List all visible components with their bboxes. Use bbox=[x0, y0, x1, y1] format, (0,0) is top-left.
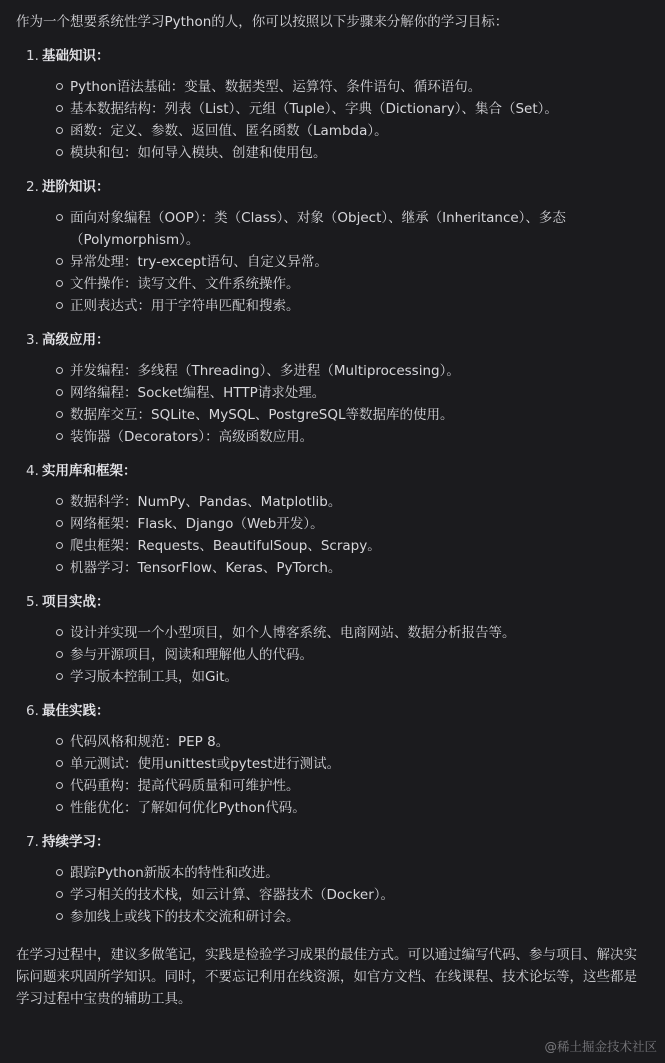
list-item-text: 正则表达式：用于字符串匹配和搜索。 bbox=[70, 298, 300, 314]
list-item bbox=[56, 360, 651, 382]
list-item bbox=[56, 491, 651, 513]
section-title: 项目实战： bbox=[42, 594, 110, 610]
bullet-list bbox=[16, 360, 651, 448]
bullet-circle-icon bbox=[56, 433, 63, 440]
list-item bbox=[56, 273, 651, 295]
bullet-circle-icon bbox=[56, 498, 63, 505]
list-item-text: 数据科学：NumPy、Pandas、Matplotlib。 bbox=[70, 494, 342, 510]
list-item-text: 装饰器（Decorators）：高级函数应用。 bbox=[70, 429, 314, 445]
list-item-text: 并发编程：多线程（Threading）、多进程（Multiprocessing）。 bbox=[70, 363, 460, 379]
section-number: 5. bbox=[26, 594, 39, 610]
section-4 bbox=[16, 461, 651, 579]
section-heading bbox=[26, 832, 651, 852]
list-item-text: 单元测试：使用unittest或pytest进行测试。 bbox=[70, 756, 341, 772]
bullet-circle-icon bbox=[56, 258, 63, 265]
section-title: 实用库和框架： bbox=[42, 463, 137, 479]
list-item bbox=[56, 120, 651, 142]
list-item-text: 学习相关的技术栈，如云计算、容器技术（Docker）。 bbox=[70, 887, 395, 903]
section-5 bbox=[16, 592, 651, 688]
list-item-text: 机器学习：TensorFlow、Keras、PyTorch。 bbox=[70, 560, 342, 576]
list-item-text: 函数：定义、参数、返回值、匿名函数（Lambda）。 bbox=[70, 123, 388, 139]
list-item-text: 基本数据结构：列表（List）、元组（Tuple）、字典（Dictionary）、集合（Set）。 bbox=[70, 101, 558, 117]
bullet-circle-icon bbox=[56, 83, 63, 90]
bullet-list bbox=[16, 207, 651, 317]
section-title: 最佳实践： bbox=[42, 703, 110, 719]
list-item-text: 参与开源项目，阅读和理解他人的代码。 bbox=[70, 647, 313, 663]
list-item-text: 爬虫框架：Requests、BeautifulSoup、Scrapy。 bbox=[70, 538, 381, 554]
list-item bbox=[56, 251, 651, 273]
list-item-text: 代码重构：提高代码质量和可维护性。 bbox=[70, 778, 300, 794]
section-number: 2. bbox=[26, 179, 39, 195]
bullet-list bbox=[16, 622, 651, 688]
section-7 bbox=[16, 832, 651, 928]
section-heading bbox=[26, 461, 651, 481]
list-item-text: 网络框架：Flask、Django（Web开发）。 bbox=[70, 516, 324, 532]
list-item-text: 跟踪Python新版本的特性和改进。 bbox=[70, 865, 279, 881]
bullet-circle-icon bbox=[56, 302, 63, 309]
bullet-list bbox=[16, 491, 651, 579]
list-item-text: 模块和包：如何导入模块、创建和使用包。 bbox=[70, 145, 327, 161]
list-item-text: 设计并实现一个小型项目，如个人博客系统、电商网站、数据分析报告等。 bbox=[70, 625, 516, 641]
list-item bbox=[56, 426, 651, 448]
list-item-text: 异常处理：try-except语句、自定义异常。 bbox=[70, 254, 328, 270]
section-1 bbox=[16, 46, 651, 164]
bullet-circle-icon bbox=[56, 804, 63, 811]
list-item-text: 数据库交互：SQLite、MySQL、PostgreSQL等数据库的使用。 bbox=[70, 407, 454, 423]
list-item bbox=[56, 535, 651, 557]
section-2 bbox=[16, 177, 651, 317]
list-item bbox=[56, 295, 651, 317]
bullet-circle-icon bbox=[56, 738, 63, 745]
section-3 bbox=[16, 330, 651, 448]
list-item-text: 面向对象编程（OOP）：类（Class）、对象（Object）、继承（Inheritance）、多态（Polymorphism）。 bbox=[70, 210, 566, 248]
bullet-circle-icon bbox=[56, 127, 63, 134]
bullet-circle-icon bbox=[56, 149, 63, 156]
watermark: @稀土掘金技术社区 bbox=[544, 1039, 657, 1054]
list-item bbox=[56, 207, 651, 251]
list-item bbox=[56, 404, 651, 426]
bullet-circle-icon bbox=[56, 367, 63, 374]
list-item-text: 文件操作：读写文件、文件系统操作。 bbox=[70, 276, 300, 292]
bullet-circle-icon bbox=[56, 913, 63, 920]
list-item bbox=[56, 644, 651, 666]
list-item-text: 学习版本控制工具，如Git。 bbox=[70, 669, 239, 685]
section-heading bbox=[26, 592, 651, 612]
section-title: 高级应用： bbox=[42, 332, 110, 348]
list-item-text: 参加线上或线下的技术交流和研讨会。 bbox=[70, 909, 300, 925]
list-item bbox=[56, 557, 651, 579]
list-item bbox=[56, 142, 651, 164]
bullet-list bbox=[16, 862, 651, 928]
bullet-circle-icon bbox=[56, 629, 63, 636]
list-item-text: 代码风格和规范：PEP 8。 bbox=[70, 734, 230, 750]
list-item bbox=[56, 622, 651, 644]
section-heading bbox=[26, 46, 651, 66]
section-number: 1. bbox=[26, 48, 39, 64]
list-item bbox=[56, 753, 651, 775]
bullet-circle-icon bbox=[56, 891, 63, 898]
bullet-circle-icon bbox=[56, 869, 63, 876]
bullet-circle-icon bbox=[56, 782, 63, 789]
section-number: 4. bbox=[26, 463, 39, 479]
list-item bbox=[56, 906, 651, 928]
bullet-circle-icon bbox=[56, 760, 63, 767]
list-item bbox=[56, 797, 651, 819]
bullet-circle-icon bbox=[56, 389, 63, 396]
list-item bbox=[56, 775, 651, 797]
section-list bbox=[16, 46, 651, 928]
list-item-text: Python语法基础：变量、数据类型、运算符、条件语句、循环语句。 bbox=[70, 79, 482, 95]
section-title: 持续学习： bbox=[42, 834, 110, 850]
bullet-circle-icon bbox=[56, 673, 63, 680]
list-item bbox=[56, 382, 651, 404]
bullet-circle-icon bbox=[56, 542, 63, 549]
list-item bbox=[56, 862, 651, 884]
section-number: 7. bbox=[26, 834, 39, 850]
section-6 bbox=[16, 701, 651, 819]
outro-text: 在学习过程中，建议多做笔记，实践是检验学习成果的最佳方式。可以通过编写代码、参与项目、解决实际问题来巩固所学知识。同时，不要忘记利用在线资源，如官方文档、在线课程、技术论坛等，这些都是学习过程中宝贵的辅助工具。 bbox=[16, 947, 637, 1007]
section-heading bbox=[26, 330, 651, 350]
bullet-circle-icon bbox=[56, 520, 63, 527]
list-item bbox=[56, 666, 651, 688]
list-item bbox=[56, 731, 651, 753]
bullet-circle-icon bbox=[56, 651, 63, 658]
list-item-text: 性能优化：了解如何优化Python代码。 bbox=[70, 800, 306, 816]
bullet-circle-icon bbox=[56, 214, 63, 221]
list-item bbox=[56, 884, 651, 906]
section-title: 进阶知识： bbox=[42, 179, 110, 195]
intro-text: 作为一个想要系统性学习Python的人，你可以按照以下步骤来分解你的学习目标： bbox=[16, 14, 509, 30]
list-item bbox=[56, 76, 651, 98]
section-title: 基础知识： bbox=[42, 48, 110, 64]
bullet-list bbox=[16, 731, 651, 819]
bullet-circle-icon bbox=[56, 280, 63, 287]
bullet-list bbox=[16, 76, 651, 164]
section-heading bbox=[26, 701, 651, 721]
list-item bbox=[56, 98, 651, 120]
bullet-circle-icon bbox=[56, 411, 63, 418]
list-item-text: 网络编程：Socket编程、HTTP请求处理。 bbox=[70, 385, 326, 401]
bullet-circle-icon bbox=[56, 564, 63, 571]
bullet-circle-icon bbox=[56, 105, 63, 112]
section-heading bbox=[26, 177, 651, 197]
section-number: 3. bbox=[26, 332, 39, 348]
section-number: 6. bbox=[26, 703, 39, 719]
list-item bbox=[56, 513, 651, 535]
